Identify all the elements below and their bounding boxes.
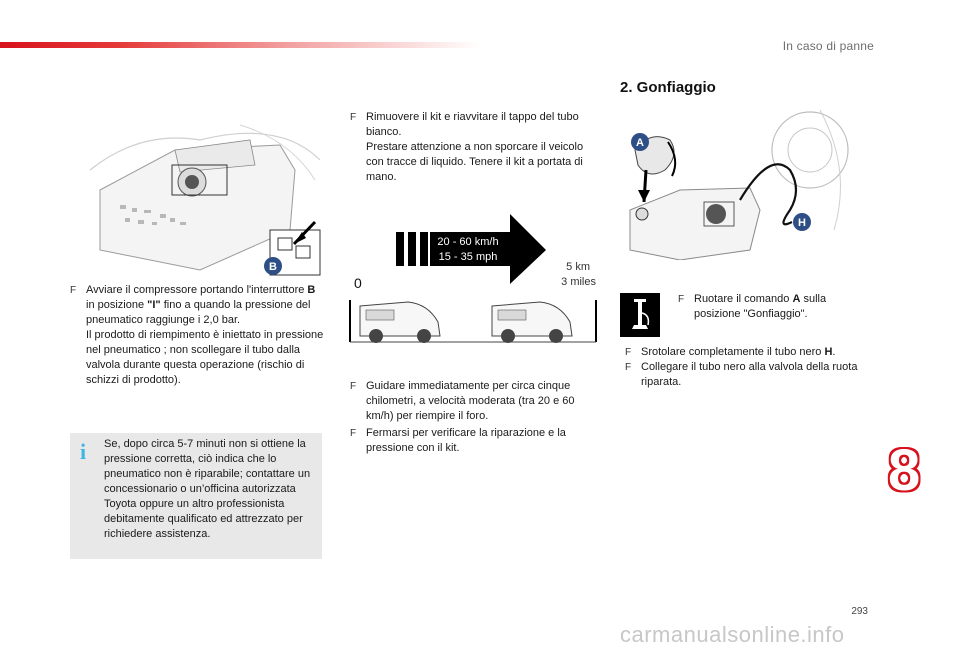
info-box: [70, 433, 322, 559]
van-end-icon: [492, 302, 572, 343]
speed-distance-illustration: [346, 210, 600, 346]
step-drive: [350, 379, 594, 424]
step-text-bold: A: [792, 293, 801, 305]
step-text-bold: "I": [147, 299, 161, 311]
step-text: Srotolare completamente il tubo nero: [641, 346, 825, 358]
step-text: Rimuovere il kit e riavvitare il tappo del tubo bianco.: [366, 111, 579, 138]
step-text: Avviare il compressore portando: [86, 284, 244, 296]
step-text-bold: H: [824, 346, 833, 358]
distance-miles: 3 miles: [561, 276, 596, 288]
page-number: 293: [851, 606, 868, 617]
step-unroll-hose: [625, 345, 867, 360]
watermark: carmanualsonline.info: [620, 622, 845, 647]
bullet-icon: F: [70, 285, 77, 296]
distance-km: 5 km: [566, 261, 590, 273]
step-text: Fermarsi per verificare la riparazione e la pressione con il kit.: [366, 427, 566, 454]
step-text-bold: B: [307, 284, 316, 296]
step-note: Il prodotto di riempimento è iniettato in pressione nel pneumatico ; non scollegare il tubo dalla valvola durante questa operazione (rischio di schizzi di prodotto).: [86, 329, 324, 386]
bullet-icon: F: [350, 381, 357, 392]
step-text: fino a: [160, 299, 191, 311]
van-start-icon: [360, 302, 440, 343]
bullet-icon: F: [678, 294, 685, 305]
step-rotate-control: [678, 292, 854, 322]
bullet-icon: F: [625, 362, 632, 373]
label-b: B: [269, 261, 277, 273]
step-start-compressor: [70, 283, 326, 388]
inflation-hose-illustration: [620, 110, 852, 260]
section-heading: 2. Gonfiaggio: [620, 79, 716, 96]
step-text: in posizione: [86, 299, 148, 311]
info-text: Se, dopo circa 5-7 minuti non si ottiene la pressione corretta, ciò indica che lo pneumatico non è riparabile; contattare un concessionario o un’officina autorizzata Toyota oppure un altro professionista debitamente qualificato ed attrezzato per richiedere assistenza.: [104, 438, 311, 540]
step-remove-kit: [350, 110, 594, 185]
step-connect-hose: [625, 360, 867, 390]
step-text: quando la pressione del pneumatico raggiunge i 2,0 bar.: [86, 299, 311, 326]
bullet-icon: F: [625, 347, 632, 358]
step-text: Collegare il tubo nero alla valvola della ruota riparata.: [641, 361, 858, 388]
label-a: A: [636, 137, 644, 149]
speed-kmh: 20 - 60 km/h: [437, 236, 499, 248]
step-text: Guidare immediatamente per circa cinque chilometri, a velocità moderata (tra 20 e 60 km/h) per riempire il foro.: [366, 380, 575, 422]
step-stop: [350, 426, 594, 456]
label-h: H: [798, 217, 806, 229]
inflation-symbol-icon: [620, 293, 660, 337]
step-text: Ruotare il comando: [694, 293, 793, 305]
info-icon: i: [80, 439, 87, 464]
step-text: .: [832, 346, 836, 358]
step-text: l'interruttore: [246, 284, 308, 296]
start-zero: 0: [354, 275, 362, 291]
step-text: Prestare attenzione a non sporcare il veicolo con tracce di liquido. Tenere il kit a portata di mano.: [366, 141, 584, 183]
speed-mph: 15 - 35 mph: [438, 251, 498, 263]
header-accent-bar: [0, 42, 480, 48]
chapter-number: 8: [888, 438, 921, 503]
bullet-icon: F: [350, 112, 357, 123]
section-title: In caso di panne: [782, 39, 874, 53]
bullet-icon: F: [350, 428, 357, 439]
step-text: sulla posizione "Gonfiaggio".: [694, 293, 827, 320]
compressor-switch-illustration: [80, 110, 324, 280]
